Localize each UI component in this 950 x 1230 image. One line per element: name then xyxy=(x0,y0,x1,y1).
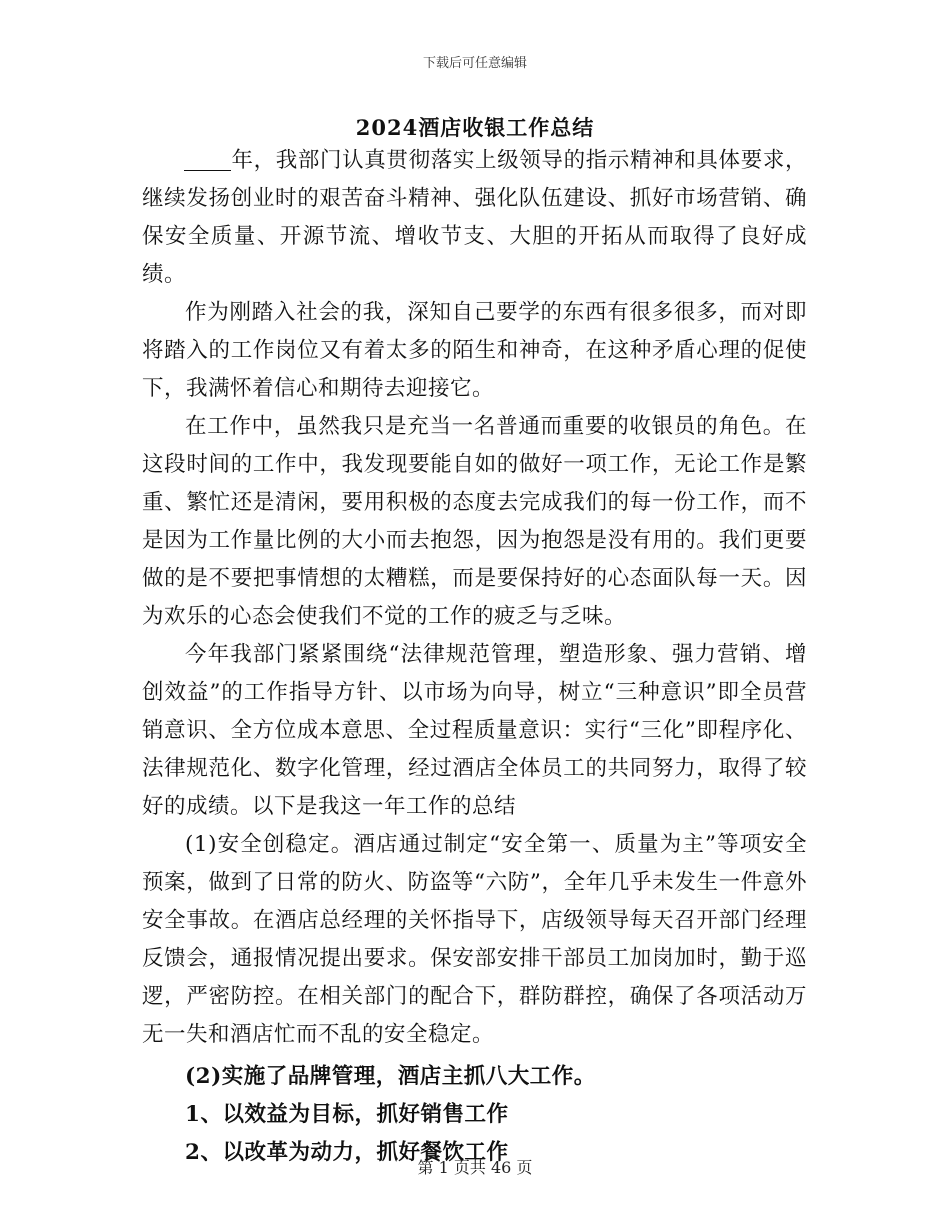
paragraph-3: 在工作中，虽然我只是充当一名普通而重要的收银员的角色。在这段时间的工作中，我发现要能自如的做好一项工作，无论工作是繁重、繁忙还是清闲，要用积极的态度去完成我们的每一份工作，而不是因为工作量比例的大小而去抱怨，因为抱怨是没有用的。我们更要做的是不要把事情想的太糟糕，而是要保持好的心态面队每一天。因为欢乐的心态会使我们不觉的工作的疲乏与乏味。 xyxy=(142,414,807,629)
paragraph-5: (1)安全创稳定。酒店通过制定“安全第一、质量为主”等项安全预案，做到了日常的防火、防盗等“六防”，全年几乎未发生一件意外安全事故。在酒店总经理的关怀指导下，店级领导每天召开部门经理反馈会，通报情况提出要求。保安部安排干部员工加岗加时，勤于巡逻，严密防控。在相关部门的配合下，群防群控，确保了各项活动万无一失和酒店忙而不乱的安全稳定。 xyxy=(142,832,807,1047)
paragraph-text: 年，我部门认真贯彻落实上级领导的指示精神和具体要求，继续发扬创业时的艰苦奋斗精神、强化队伍建设、抓好市场营销、确保安全质量、开源节流、增收节支、大胆的开拓从而取得了良好成绩。 xyxy=(142,148,807,287)
page-header-note: 下载后可任意编辑 xyxy=(422,56,527,71)
paragraph-1 xyxy=(142,142,807,294)
list-item-2: 2、以改革为动力，抓好餐饮工作 xyxy=(185,1140,509,1165)
paragraph-4: 今年我部门紧紧围绕“法律规范管理，塑造形象、强力营销、增创效益”的工作指导方针、以市场为向导，树立“三种意识”即全员营销意识、全方位成本意思、全过程质量意识：实行“三化”即程序化、法律规范化、数字化管理，经过酒店全体员工的共同努力，取得了较好的成绩。以下是我这一年工作的总结 xyxy=(142,642,807,819)
page-number: 第 1 页共 46 页 xyxy=(417,1158,533,1177)
document-body xyxy=(142,142,807,1172)
list-item-1: 1、以效益为目标，抓好销售工作 xyxy=(185,1102,509,1127)
paragraph-2: 作为刚踏入社会的我，深知自己要学的东西有很多很多，而对即将踏入的工作岗位又有着太多的陌生和神奇，在这种矛盾心理的促使下，我满怀着信心和期待去迎接它。 xyxy=(142,300,807,401)
document-title: 2024酒店收银工作总结 xyxy=(355,115,595,140)
section-heading-2: (2)实施了品牌管理，酒店主抓八大工作。 xyxy=(185,1064,596,1089)
blank-underline xyxy=(184,149,231,172)
